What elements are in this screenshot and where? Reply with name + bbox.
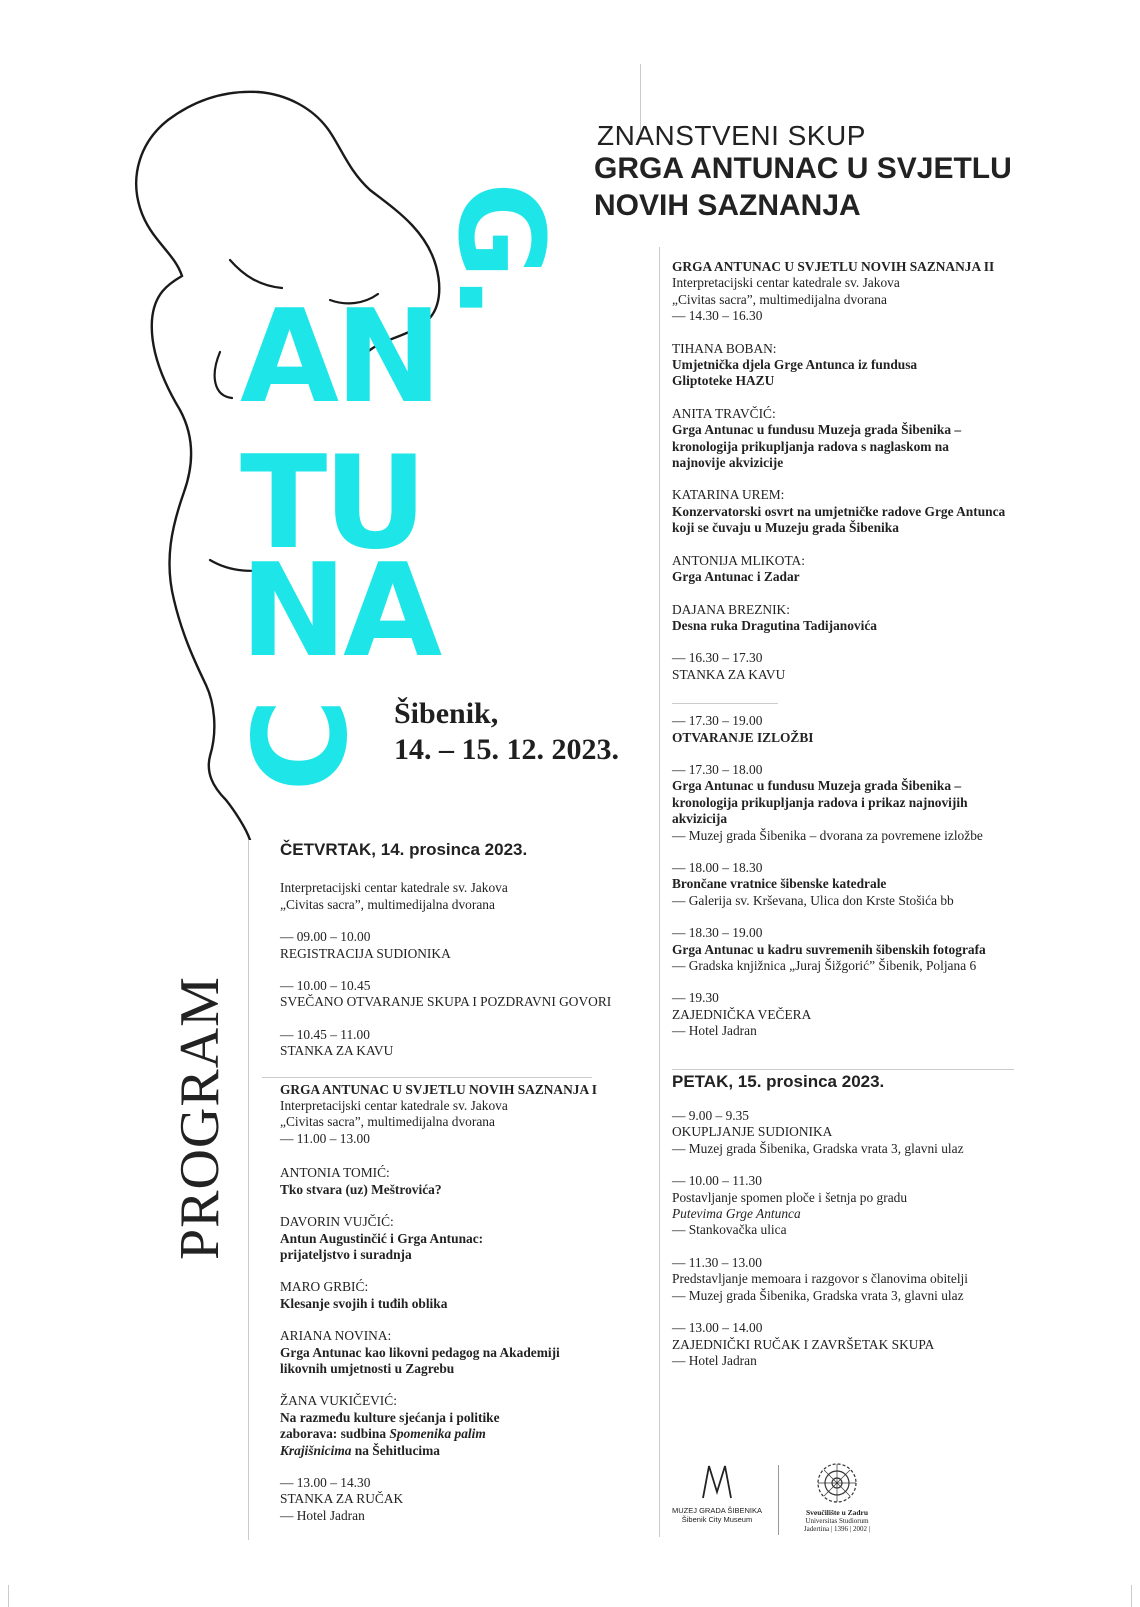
talk-speaker: ŽANA VUKIČEVIĆ: (280, 1393, 397, 1409)
logo-divider (778, 1465, 779, 1535)
item-time: — 09.00 – 10.00 (280, 929, 371, 945)
exhibitions-header (672, 713, 1052, 746)
uni-name: Sveučilište u Zadru (805, 1508, 869, 1517)
talk-title: Konzervatorski osvrt na umjetničke radove Grge Antunca koji se čuvaju u Muzeju grada Šibenika (672, 503, 1006, 536)
schedule-item (672, 1108, 1052, 1157)
exhibitions-title: OTVARANJE IZLOŽBI (672, 729, 814, 745)
talk-title: Tko stvara (uz) Meštrovića? (280, 1181, 442, 1197)
item-place: — Hotel Jadran (672, 1023, 757, 1039)
venue-line: „Civitas sacra”, multimedijalna dvorana (280, 896, 495, 912)
day1-column (280, 842, 640, 1540)
schedule-item (280, 978, 640, 1011)
logo-letters-na: NA (240, 537, 439, 686)
day1-heading: ČETVRTAK, 14. prosinca 2023. (280, 840, 528, 859)
program-label: PROGRAM (169, 976, 231, 1260)
item-time: — 13.00 – 14.30 (280, 1474, 371, 1490)
logo-letters-c: C (227, 702, 376, 792)
item-label: REGISTRACIJA SUDIONIKA (280, 945, 451, 961)
session-time: — 11.00 – 13.00 (280, 1130, 370, 1146)
item-place: — Hotel Jadran (672, 1352, 757, 1368)
item-label: OKUPLJANJE SUDIONIKA (672, 1124, 833, 1140)
talk-item (280, 1214, 640, 1263)
item-label: Postavljanje spomen ploče i šetnja po gradu (672, 1189, 908, 1205)
venue-line: „Civitas sacra”, multimedijalna dvorana (280, 1114, 495, 1130)
right-column (672, 259, 1052, 1385)
logo-letters-g: G. (432, 182, 570, 316)
left-column-divider (248, 840, 249, 1540)
venue-line: Interpretacijski centar katedrale sv. Jakova (280, 1098, 508, 1114)
item-italic: Putevima Grge Antunca (672, 1206, 801, 1222)
talk-speaker: ANTONIA TOMIĆ: (280, 1165, 390, 1181)
session2-header (672, 259, 1052, 325)
item-time: — 18.00 – 18.30 (672, 859, 763, 875)
talk-title: Umjetnička djela Grge Antunca iz fundusa Gliptoteke HAZU (672, 357, 918, 389)
schedule-item (672, 1320, 1052, 1369)
lunch-item (280, 1475, 640, 1524)
event-title-line-2: NOVIH SAZNANJA (594, 189, 861, 222)
talk-item (672, 341, 1052, 390)
item-time: — 10.45 – 11.00 (280, 1026, 370, 1042)
logo-letters-an: AN (240, 283, 439, 432)
talk-item (672, 406, 1052, 472)
venue-line: „Civitas sacra”, multimedijalna dvorana (672, 291, 887, 307)
talk-speaker: DAVORIN VUJČIĆ: (280, 1214, 394, 1230)
talk-speaker: ANTONIJA MLIKOTA: (672, 552, 805, 568)
talk-title: Klesanje svojih i tuđih oblika (280, 1295, 448, 1311)
coffee-break (672, 650, 1052, 683)
day1-venue (280, 880, 640, 913)
item-place: — Muzej grada Šibenika, Gradska vrata 3, glavni ulaz (672, 1140, 964, 1156)
talk-item (672, 553, 1052, 586)
talk-title: Grga Antunac i Zadar (672, 569, 800, 585)
museum-sub: Šibenik City Museum (681, 1515, 753, 1524)
schedule-item (672, 1255, 1052, 1304)
talk-title: Antun Augustinčić i Grga Antunac: prijateljstvo i suradnja (280, 1230, 484, 1262)
talk-item (672, 487, 1052, 536)
talk-speaker: MARO GRBIĆ: (280, 1279, 369, 1295)
exhibition-item (672, 860, 1052, 909)
uni-latin: Universitas Studiorum (805, 1517, 869, 1525)
exhibition-title: Brončane vratnice šibenske katedrale (672, 876, 887, 892)
item-place: — Galerija sv. Krševana, Ulica don Krste Stošića bb (672, 892, 954, 908)
museum-logo (667, 1462, 767, 1524)
talk-title-italic: Spomenika palim Krajišnicima (280, 1426, 486, 1458)
item-label: STANKA ZA KAVU (280, 1043, 394, 1059)
item-label: Predstavljanje memoara i razgovor s članovima obitelji (672, 1271, 968, 1287)
talk-speaker: KATARINA UREM: (672, 487, 785, 503)
talk-item (280, 1165, 640, 1198)
item-time: — 10.00 – 10.45 (280, 978, 371, 994)
item-place: — Muzej grada Šibenika, Gradska vrata 3, glavni ulaz (672, 1287, 964, 1303)
event-city: Šibenik, (394, 697, 499, 730)
museum-name: MUZEJ GRADA ŠIBENIKA (671, 1506, 763, 1515)
corner-mark-left (8, 1585, 9, 1607)
uni-sub: Jadertina | 1396 | 2002 | (803, 1525, 871, 1533)
item-time: — 9.00 – 9.35 (672, 1108, 749, 1124)
talk-title (280, 1410, 550, 1459)
item-time: — 17.30 – 18.00 (672, 761, 763, 777)
talk-title: Grga Antunac kao likovni pedagog na Akademiji likovnih umjetnosti u Zagrebu (280, 1344, 560, 1376)
museum-m-icon (697, 1462, 737, 1502)
session-time: — 14.30 – 16.30 (672, 308, 763, 324)
event-title (594, 150, 1054, 224)
item-time: — 19.30 (672, 990, 719, 1006)
talk-title-part: na Šehitlucima (351, 1442, 440, 1458)
talk-item (672, 602, 1052, 635)
item-label: SVEČANO OTVARANJE SKUPA I POZDRAVNI GOVORI (280, 994, 612, 1010)
talk-speaker: TIHANA BOBAN: (672, 340, 777, 356)
item-label: STANKA ZA RUČAK (280, 1491, 404, 1507)
schedule-item (280, 1027, 640, 1060)
talk-item (280, 1279, 640, 1312)
talk-item (280, 1328, 640, 1377)
talk-title: Grga Antunac u fundusu Muzeja grada Šibenika – kronologija prikupljanja radova s naglaskom na najnovije akvizicije (672, 422, 962, 471)
session2-title: GRGA ANTUNAC U SVJETLU NOVIH SAZNANJA II (672, 259, 995, 274)
item-time: — 16.30 – 17.30 (672, 650, 763, 666)
item-label: STANKA ZA KAVU (672, 666, 786, 682)
item-time: — 11.30 – 13.00 (672, 1254, 762, 1270)
talk-speaker: ARIANA NOVINA: (280, 1328, 392, 1344)
item-label: ZAJEDNIČKI RUČAK I ZAVRŠETAK SKUPA (672, 1336, 935, 1352)
item-time: — 17.30 – 19.00 (672, 713, 763, 729)
column-divider (659, 247, 660, 1537)
logo-letters-tu: TU (240, 429, 424, 578)
talk-speaker: DAJANA BREZNIK: (672, 601, 790, 617)
session1-header (280, 1082, 640, 1148)
event-place-dates (394, 696, 619, 768)
talk-speaker: ANITA TRAVČIĆ: (672, 405, 776, 421)
day2-heading: PETAK, 15. prosinca 2023. (672, 1071, 885, 1091)
event-kicker: ZNANSTVENI SKUP (597, 120, 866, 151)
talk-title-part: Na razmeđu kulture sjećanja i politike zaborava: sudbina (280, 1409, 500, 1442)
event-title-line-1: GRGA ANTUNAC U SVJETLU (594, 152, 1012, 185)
talk-item (280, 1393, 640, 1459)
item-place: — Hotel Jadran (280, 1507, 365, 1523)
item-place: — Gradska knjižnica „Juraj Šižgorić” Šibenik, Poljana 6 (672, 958, 977, 973)
session1-title: GRGA ANTUNAC U SVJETLU NOVIH SAZNANJA I (280, 1081, 597, 1097)
exhibition-title: Grga Antunac u fundusu Muzeja grada Šibenika – kronologija prikupljanja radova i prikaz najnovijih akvizicija (672, 778, 968, 827)
exhibition-title: Grga Antunac u kadru suvremenih šibenskih fotografa (672, 941, 986, 957)
item-place: — Muzej grada Šibenika – dvorana za povremene izložbe (672, 827, 983, 843)
university-seal-icon (814, 1460, 860, 1506)
item-time: — 18.30 – 19.00 (672, 925, 763, 941)
exhibition-item (672, 925, 1052, 974)
item-time: — 10.00 – 11.30 (672, 1173, 762, 1189)
venue-line: Interpretacijski centar katedrale sv. Jakova (280, 880, 508, 896)
item-label: ZAJEDNIČKA VEČERA (672, 1006, 812, 1022)
exhibition-item (672, 762, 1052, 844)
university-logo (792, 1460, 882, 1533)
schedule-item (280, 929, 640, 962)
item-place: — Stankovačka ulica (672, 1222, 787, 1238)
item-time: — 13.00 – 14.00 (672, 1320, 763, 1336)
venue-line: Interpretacijski centar katedrale sv. Jakova (672, 275, 900, 291)
corner-mark-right (1131, 1585, 1132, 1607)
talk-title: Desna ruka Dragutina Tadijanovića (672, 617, 877, 633)
dinner-item (672, 990, 1052, 1039)
event-dates: 14. – 15. 12. 2023. (394, 733, 619, 766)
schedule-item (672, 1173, 1052, 1239)
